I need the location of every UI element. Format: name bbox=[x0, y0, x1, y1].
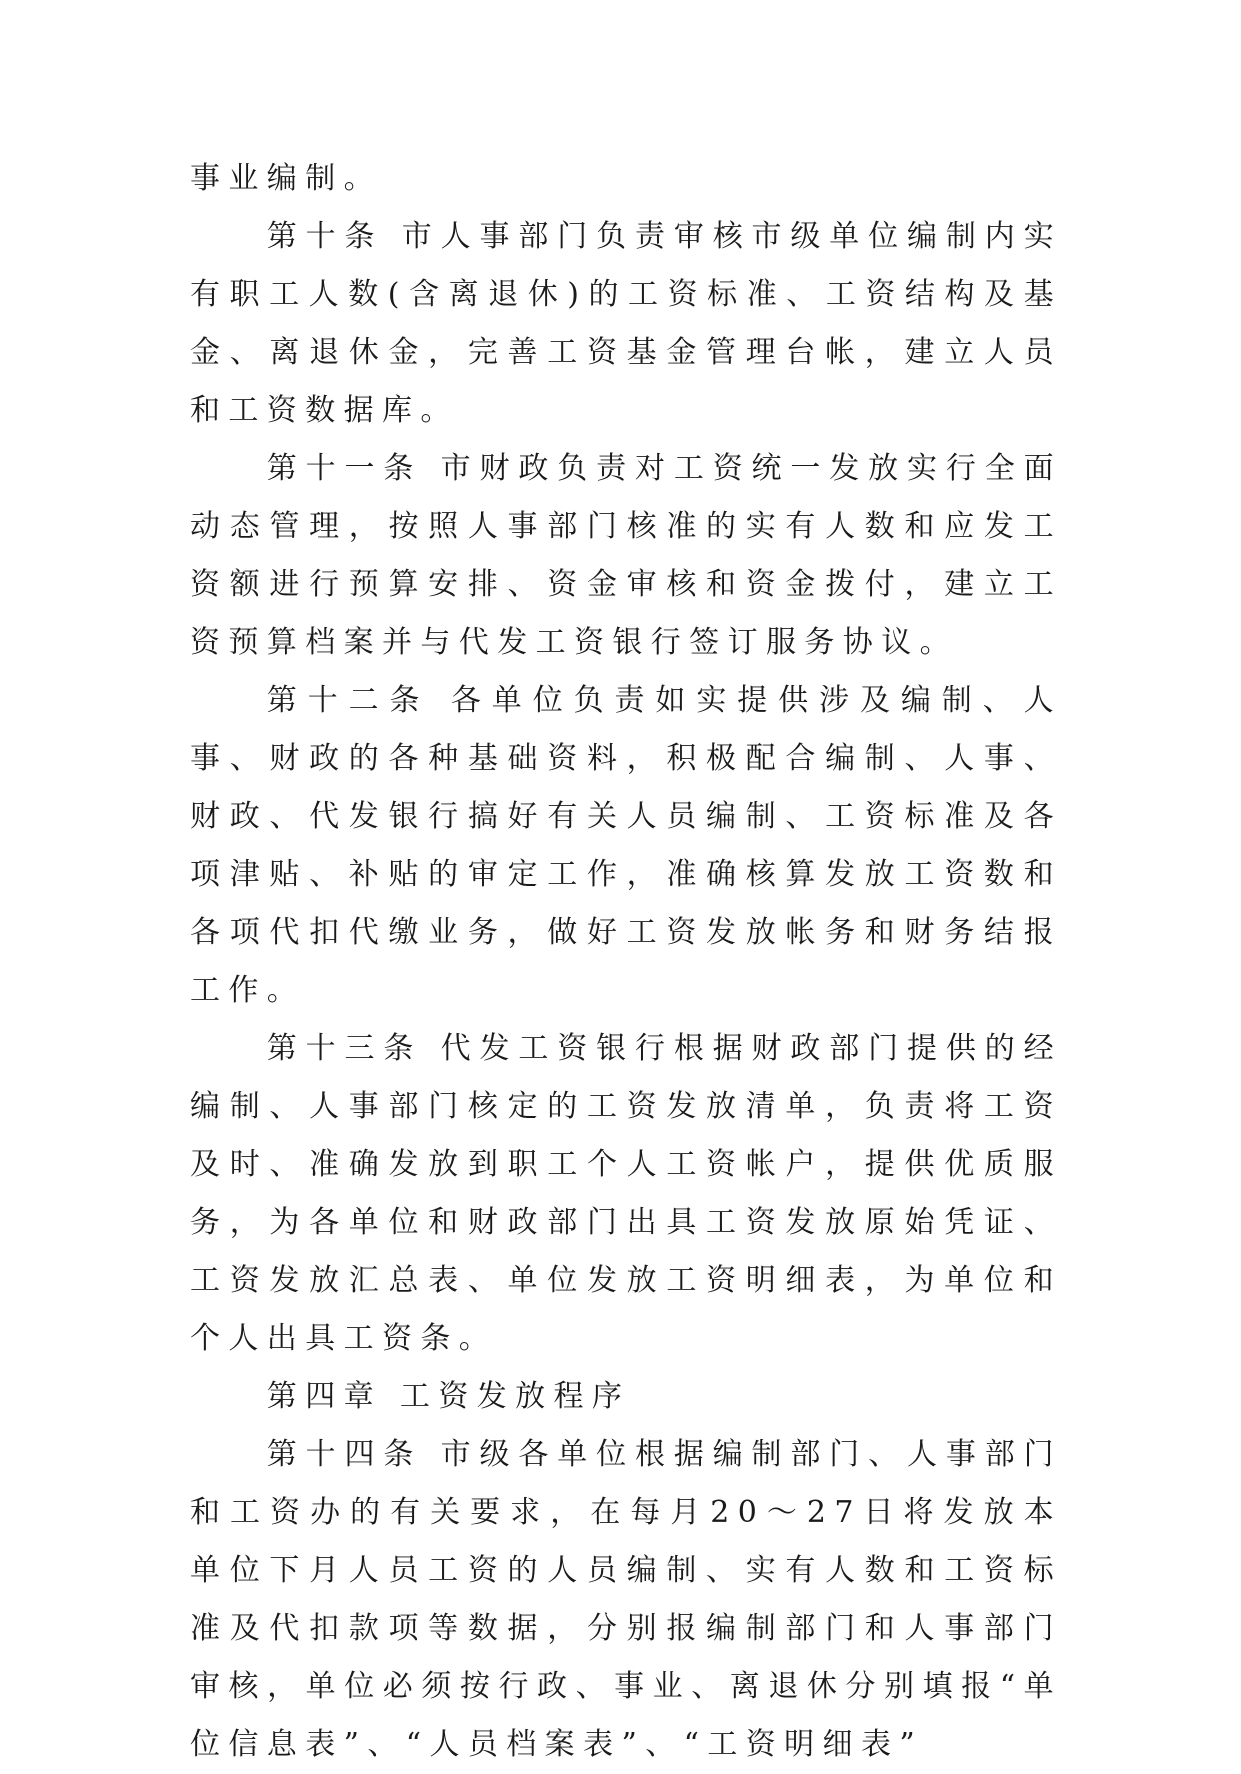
chapter-4-heading: 第四章 工资发放程序 bbox=[266, 1379, 631, 1414]
article-14: 第十四条 市级各单位根据编制部门、人事部门和工资办的有关要求，在每月20～27日将发放本单位下月人员工资的人员编制、实有人数和工资标准及代扣款项等数据，分别报编制部门和人事部门审核，单位必须按行政、事业、离退休分别填报“单位信息表”、“人员档案表”、“工资明细表” bbox=[190, 1437, 1062, 1762]
article-10: 第十条 市人事部门负责审核市级单位编制内实有职工人数(含离退休)的工资标准、工资结构及基金、离退休金，完善工资基金管理台帐，建立人员和工资数据库。 bbox=[190, 219, 1062, 428]
article-13: 第十三条 代发工资银行根据财政部门提供的经编制、人事部门核定的工资发放清单，负责将工资及时、准确发放到职工个人工资帐户，提供优质服务，为各单位和财政部门出具工资发放原始凭证、工资发放汇总表、单位发放工资明细表，为单位和个人出具工资条。 bbox=[190, 1031, 1062, 1356]
article-12: 第十二条 各单位负责如实提供涉及编制、人事、财政的各种基础资料，积极配合编制、人事、财政、代发银行搞好有关人员编制、工资标准及各项津贴、补贴的审定工作，准确核算发放工资数和各项代扣代缴业务，做好工资发放帐务和财务结报工作。 bbox=[190, 683, 1062, 1008]
document-body bbox=[190, 150, 1062, 1774]
article-11: 第十一条 市财政负责对工资统一发放实行全面动态管理，按照人事部门核准的实有人数和应发工资额进行预算安排、资金审核和资金拨付，建立工资预算档案并与代发工资银行签订服务协议。 bbox=[190, 451, 1062, 660]
paragraph-continuation: 事业编制。 bbox=[190, 161, 382, 196]
